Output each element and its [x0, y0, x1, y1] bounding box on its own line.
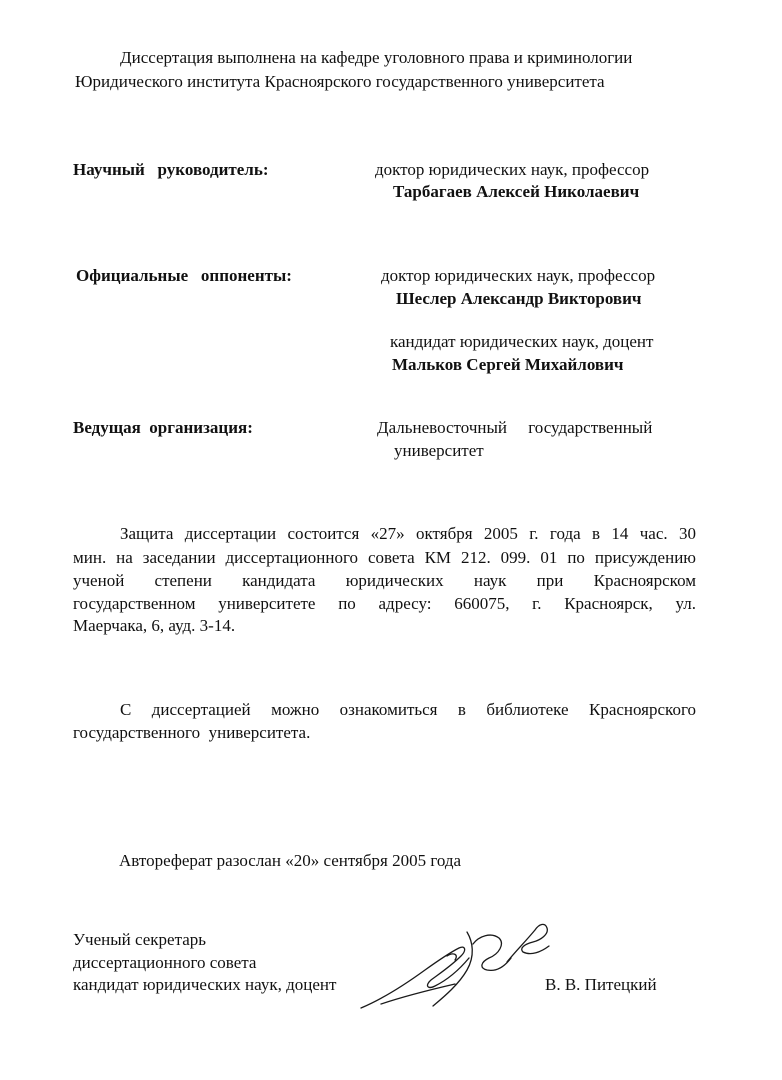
defense-line-1: Защита диссертации состоится «27» октября 2005 г. года в 14 час. 30: [120, 524, 696, 543]
defense-line-5: Маерчака, 6, ауд. 3-14.: [73, 616, 236, 635]
secretary-degree: кандидат юридических наук, доцент: [73, 975, 337, 994]
defense-line-3: ученой степени кандидата юридических наук при Красноярском: [73, 571, 696, 590]
supervisor-label: Научный руководитель:: [73, 160, 269, 179]
leading-org-line-2: университет: [394, 441, 484, 460]
header-line-2: Юридического института Красноярского государственного университета: [75, 72, 605, 91]
leading-org-label: Ведущая организация:: [73, 418, 253, 437]
defense-line-2: мин. на заседании диссертационного совета КМ 212. 099. 01 по присуждению: [73, 548, 696, 567]
opponent-2-degree: кандидат юридических наук, доцент: [390, 332, 654, 351]
leading-org-line-1: Дальневосточный государственный: [377, 418, 653, 437]
signature: [355, 912, 560, 1022]
secretary-title: Ученый секретарь: [73, 930, 207, 949]
opponent-1-name: Шеслер Александр Викторович: [396, 289, 642, 308]
abstract-sent-date: Автореферат разослан «20» сентября 2005 года: [119, 851, 462, 870]
supervisor-name: Тарбагаев Алексей Николаевич: [393, 182, 640, 201]
library-line-2: государственного университета.: [73, 723, 311, 742]
opponent-2-name: Мальков Сергей Михайлович: [392, 355, 624, 374]
header-line-1: Диссертация выполнена на кафедре уголовного права и криминологии: [120, 48, 633, 67]
opponent-1-degree: доктор юридических наук, профессор: [381, 266, 656, 285]
opponents-label: Официальные оппоненты:: [76, 266, 292, 285]
secretary-council: диссертационного совета: [73, 953, 257, 972]
secretary-name: В. В. Питецкий: [545, 975, 657, 994]
defense-line-4: государственном университете по адресу: 660075, г. Красноярск, ул.: [73, 594, 696, 613]
library-line-1: С диссертацией можно ознакомиться в библиотеке Красноярского: [120, 700, 696, 719]
supervisor-degree: доктор юридических наук, профессор: [375, 160, 650, 179]
